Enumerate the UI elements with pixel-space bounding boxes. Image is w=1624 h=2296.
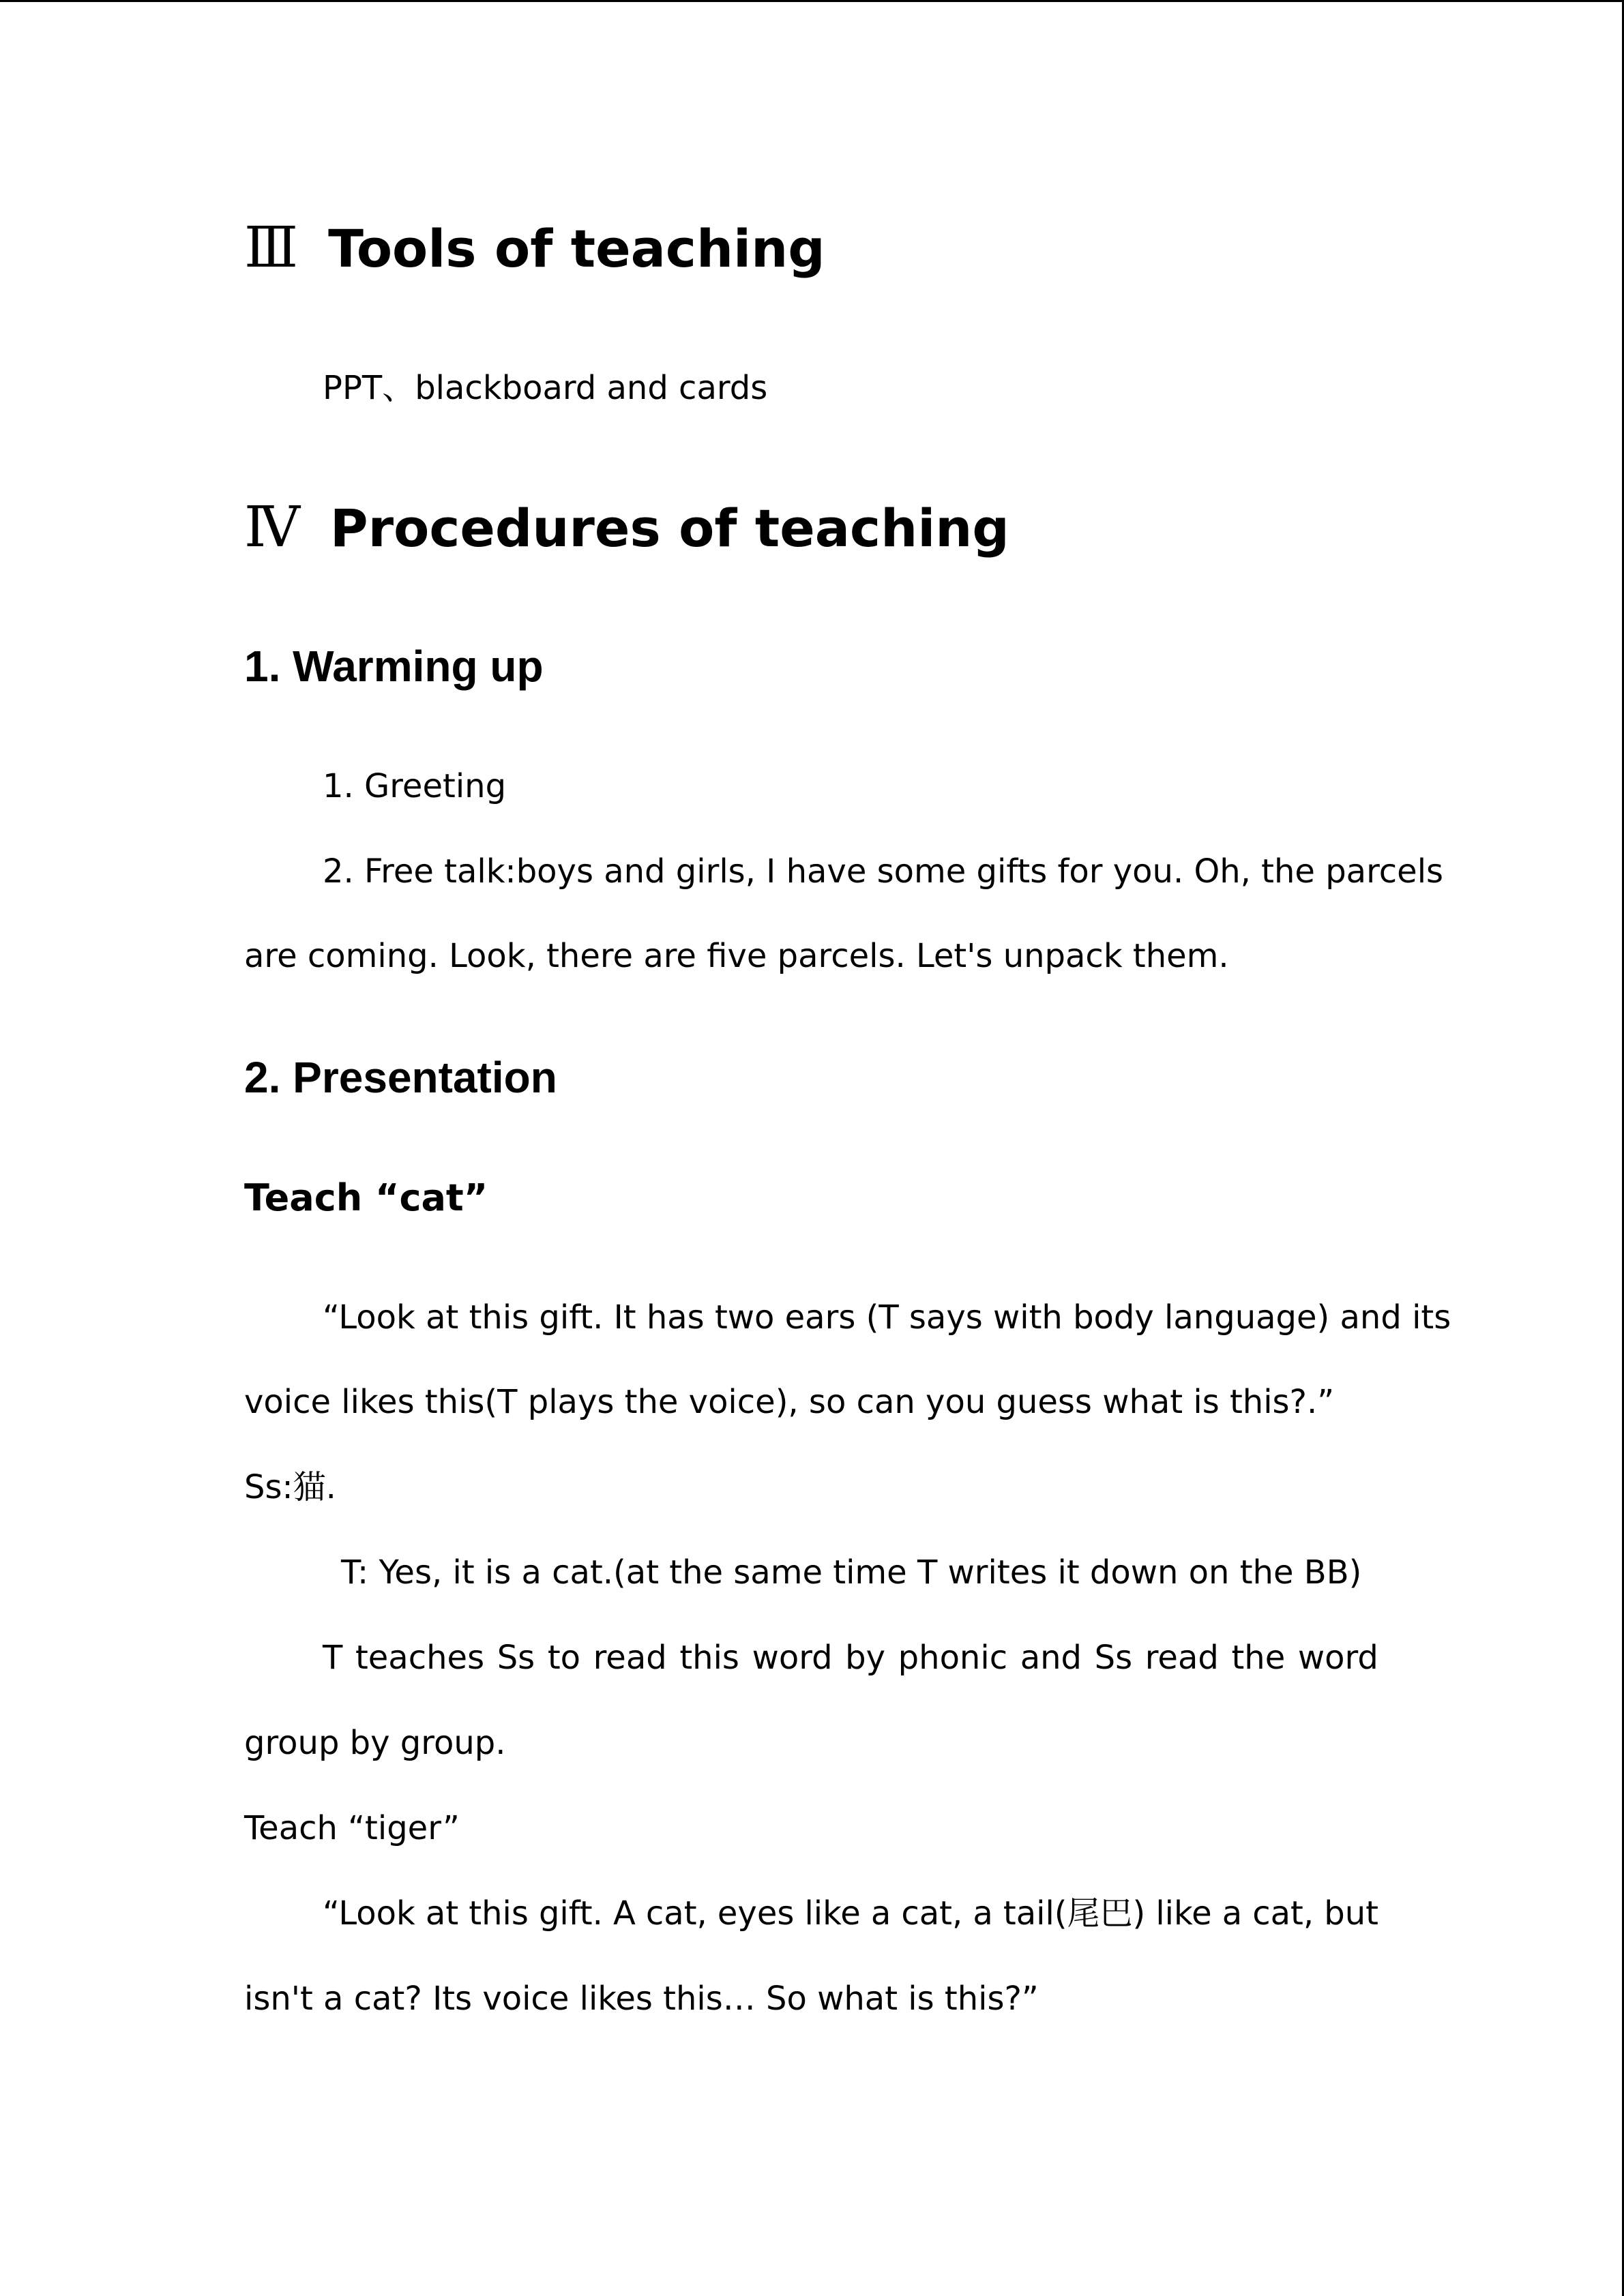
teach-tiger-quote-line-1	[323, 1892, 1378, 1935]
presentation-heading: 2. Presentation	[244, 1053, 557, 1102]
tiger-quote-word: at	[425, 1894, 459, 1933]
tiger-quote-word: like	[804, 1894, 861, 1933]
teach-cat-quote-line-2: voice likes this(T plays the voice), so can you guess what is this?.”	[244, 1383, 1335, 1421]
tiger-quote-word: but	[1324, 1894, 1378, 1933]
tiger-quote-word: “Look	[323, 1894, 415, 1933]
tiger-quote-word: gift.	[538, 1894, 603, 1933]
instruction-word: word	[1297, 1639, 1378, 1677]
instruction-word: by	[845, 1639, 886, 1677]
tools-content: PPT、blackboard and cards	[323, 369, 768, 407]
tiger-quote-word: tail(尾巴)	[1003, 1894, 1146, 1933]
instruction-word: and	[1020, 1639, 1082, 1677]
tiger-quote-word: cat,	[1252, 1894, 1314, 1933]
tiger-quote-word: a	[973, 1894, 993, 1933]
page-top-border	[0, 0, 1624, 2]
instruction-word: Ss	[1094, 1639, 1133, 1677]
warming-up-heading: 1. Warming up	[244, 642, 544, 691]
tiger-quote-word: this	[469, 1894, 529, 1933]
instruction-word: phonic	[898, 1639, 1008, 1677]
warming-up-item-1: 1. Greeting	[323, 767, 507, 805]
tiger-quote-word: A	[612, 1894, 636, 1933]
tiger-quote-word: eyes	[717, 1894, 795, 1933]
section-4-numeral: Ⅳ	[244, 495, 300, 560]
instruction-word: this	[679, 1639, 739, 1677]
instruction-word: read	[1145, 1639, 1219, 1677]
instruction-word: Ss	[497, 1639, 535, 1677]
instruction-word: read	[593, 1639, 667, 1677]
teacher-reply: T: Yes, it is a cat.(at the same time T writes it down on the BB)	[341, 1553, 1362, 1592]
section-3-heading	[244, 217, 825, 280]
instruction-word: teaches	[355, 1639, 485, 1677]
students-answer: Ss:猫.	[244, 1468, 336, 1506]
section-3-title: Tools of teaching	[328, 218, 825, 279]
section-3-numeral: Ⅲ	[244, 215, 299, 280]
teach-cat-quote-line-1: “Look at this gift. It has two ears (T says with body language) and its	[323, 1298, 1451, 1337]
tiger-quote-word: a	[870, 1894, 891, 1933]
instruction-word: T	[323, 1639, 343, 1677]
teach-tiger-heading: Teach “tiger”	[244, 1809, 460, 1847]
tiger-quote-word: like	[1155, 1894, 1212, 1933]
instruction-word: word	[752, 1639, 833, 1677]
instruction-word: to	[547, 1639, 580, 1677]
section-4-title: Procedures of teaching	[329, 498, 1009, 558]
warming-up-item-2-line-2: are coming. Look, there are five parcels. Let's unpack them.	[244, 937, 1229, 975]
teach-cat-heading: Teach “cat”	[244, 1176, 488, 1219]
tiger-quote-word: cat,	[901, 1894, 963, 1933]
teach-cat-instruction-line-2: group by group.	[244, 1724, 506, 1762]
section-4-heading	[244, 496, 1009, 560]
tiger-quote-word: cat,	[645, 1894, 707, 1933]
teach-tiger-quote-line-2: isn't a cat? Its voice likes this… So what is this?”	[244, 1980, 1039, 2018]
teach-cat-instruction-line-1	[323, 1636, 1378, 1680]
warming-up-item-2-line-1: 2. Free talk:boys and girls, I have some gifts for you. Oh, the parcels	[323, 852, 1444, 891]
instruction-word: the	[1231, 1639, 1286, 1677]
tiger-quote-word: a	[1222, 1894, 1243, 1933]
